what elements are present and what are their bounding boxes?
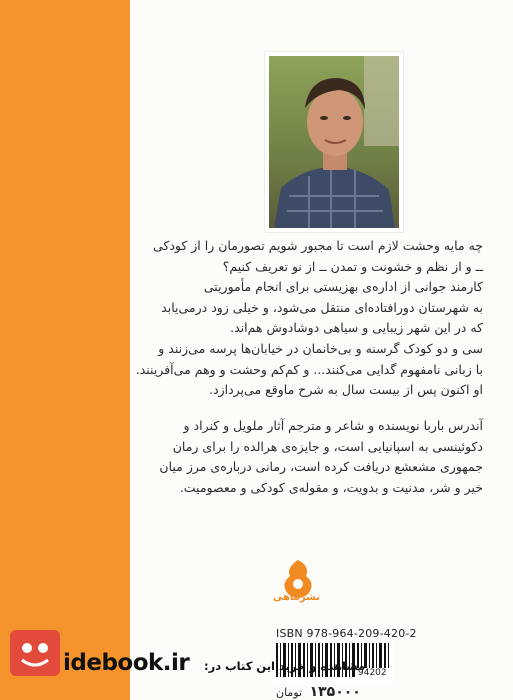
synopsis-line: ــ و از نظم و خشونت و تمدن ــ از نو تعریف کنیم؟: [222, 258, 483, 274]
bio-line: جمهوری مشعشع دریافت کرده است، رمانی درباره‌ی مرز میان: [159, 459, 483, 475]
book-spine: [0, 0, 130, 700]
bio-line: آندرس باربا نویسنده و شاعر و مترجم آثار ملویل و کنراد و: [183, 418, 483, 433]
synopsis-line: سی و دو کودک گرسنه و بی‌خانمان در خیابان‌ها پرسه می‌زنند و: [158, 340, 483, 356]
watermark-text: مشاهده و خرید این کتاب در:: [204, 659, 366, 673]
synopsis-line: کارمند جوانی از اداره‌ی بهزیستی برای انجام مأموریتی: [203, 279, 483, 295]
publisher-name: نشرماهی: [272, 592, 320, 603]
bio-line: دکوئینسی به اسپانیایی است، و جایزه‌ی هرالده را برای رمان: [172, 438, 483, 454]
synopsis-line: که در این شهر زیبایی و سیاهی دوشادوش هم‌اند.: [230, 320, 483, 336]
synopsis-paragraph: [136, 236, 483, 401]
idebook-logo-icon[interactable]: [10, 630, 60, 676]
synopsis-line: او اکنون پس از بیست سال به شرح ماوقع می‌پردازد.: [209, 382, 483, 398]
barcode-number: 94202: [358, 668, 387, 678]
author-bio-paragraph: [159, 416, 483, 498]
bio-line: خیر و شر، مدنیت و بدویت، و مقوله‌ی کودکی و معصومیت.: [179, 479, 483, 495]
price: [276, 684, 361, 700]
price-unit: تومان: [276, 686, 303, 699]
synopsis-line: به شهرستان دورافتاده‌ای منتقل می‌شود، و خیلی زود درمی‌یابد: [161, 299, 483, 315]
publisher-logo-icon: [272, 556, 320, 612]
synopsis-line: با زبانی نامفهوم گدایی می‌کنند... و کم‌کم وحشت و وهم می‌آفرینند.: [135, 361, 483, 377]
price-amount: ۱۳۵۰۰۰: [309, 684, 361, 700]
synopsis-line: چه مایه وحشت لازم است تا مجبور شویم تصورمان را از کودکی: [152, 238, 483, 253]
watermark-site[interactable]: idebook.ir: [63, 650, 190, 676]
isbn-label: ISBN 978-964-209-420-2: [276, 627, 417, 640]
author-photo: [265, 52, 403, 232]
